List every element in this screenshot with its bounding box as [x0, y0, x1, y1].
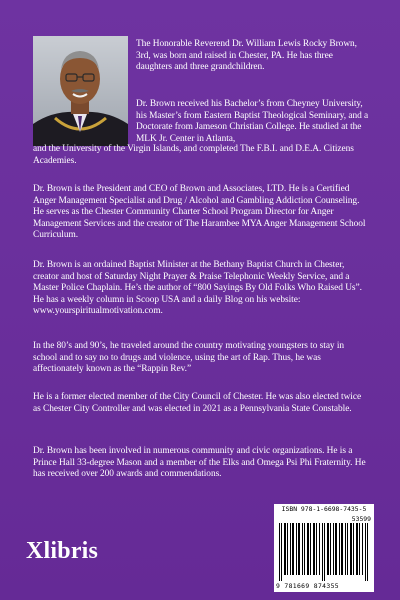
isbn-barcode	[274, 504, 374, 592]
publisher-logo: Xlibris	[26, 538, 99, 564]
bio-paragraph-4: Dr. Brown is an ordained Baptist Minister at the Bethany Baptist Church in Chester, creator and host of Saturday Night Prayer & Praise Telephonic Weekly Service, and a Master Police Chaplain. He’s the author of “800 Sayings By Old Folks Who Raised Us”. He has a weekly column in Scoop USA and a daily Blog on his website: www.yourspiritualmotivation.com.	[33, 260, 362, 317]
author-portrait-image	[33, 36, 128, 146]
bio-paragraph-1: The Honorable Reverend Dr. William Lewis Rocky Brown, 3rd, was born and raised in Chester, PA. He has three daughters and three grandchildren.	[136, 39, 357, 73]
bio-paragraph-5: In the 80’s and 90’s, he traveled around the country motivating youngsters to stay in school and to say no to drugs and violence, using the art of Rap. Thus, he was affectionately known as the “Rappin Rev.”	[33, 341, 345, 375]
author-photo	[33, 36, 128, 146]
bio-paragraph-2-part-2: and the University of the Virgin Islands, and completed The F.B.I. and D.E.A. Citizens Academies.	[33, 144, 354, 166]
bio-paragraph-7: Dr. Brown has been involved in numerous community and civic organizations. He is a Prince Hall 33-degree Mason and a member of the Elks and Omega Psi Phi Fraternity. He has received over 200 awards and commendations.	[33, 446, 366, 480]
isbn-label: ISBN 978-1-6698-7435-5	[281, 505, 367, 513]
bio-paragraph-3: Dr. Brown is the President and CEO of Brown and Associates, LTD. He is a Certified Anger Management Specialist and Drug / Alcohol and Gambling Addiction Counseling. He serves as the Chester Community Charter School Program Director for Anger Management Services and the creator of The Harambee MYA Anger Management School Curriculum.	[33, 184, 366, 241]
price-code: 53599	[351, 515, 371, 523]
bio-paragraph-6: He is a former elected member of the City Council of Chester. He was also elected twice as Chester City Controller and was elected in 2021 as a Pennsylvania State Constable.	[33, 392, 362, 414]
bio-paragraph-2-part-1: Dr. Brown received his Bachelor’s from Cheyney University, his Master’s from Eastern Baptist Theological Seminary, and a Doctorate from Jameson Christian College. He studied at the MLK Jr. Center in Atlanta,	[136, 99, 369, 144]
ean-digits: 9 781669 874355	[276, 582, 339, 590]
barcode-bars-icon	[277, 523, 371, 581]
